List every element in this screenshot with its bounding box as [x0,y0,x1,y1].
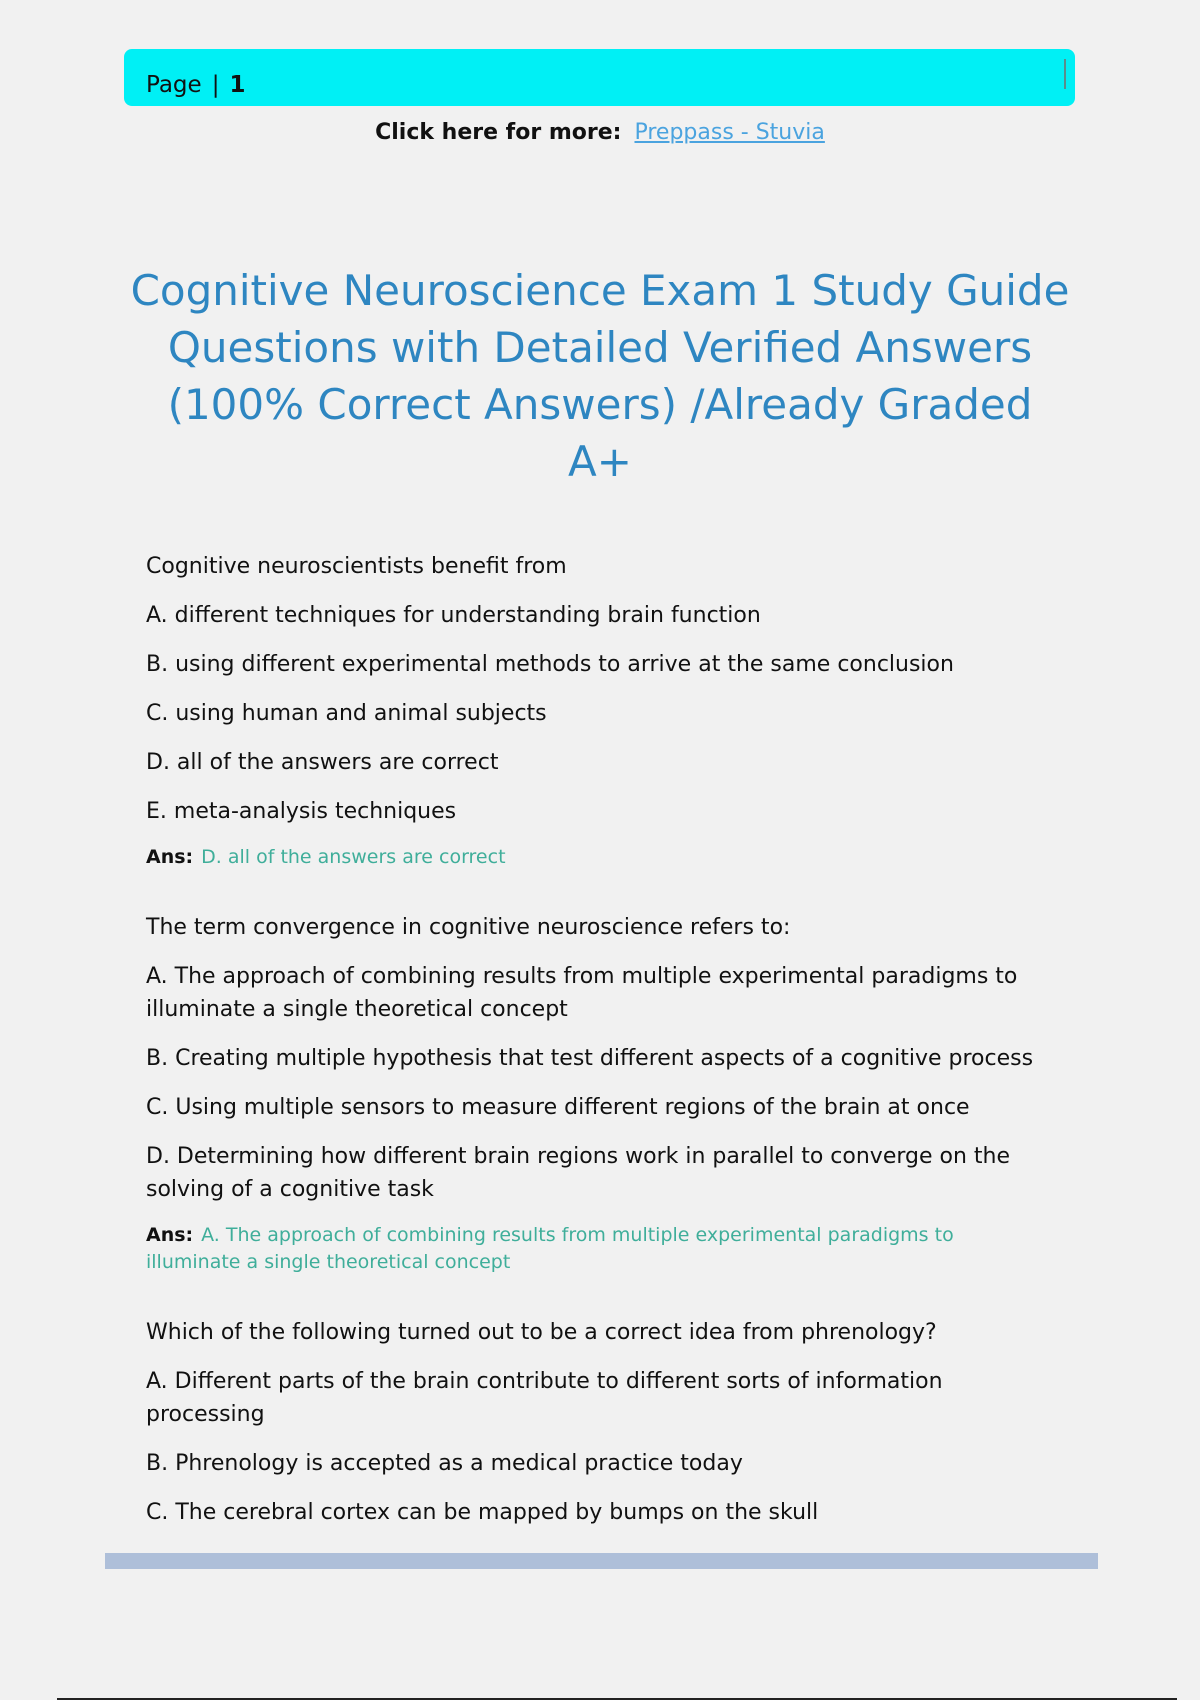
question-list [146,550,1046,1545]
answer-text: A. The approach of combining results from multiple experimental paradigms to illuminate a single theoretical concept [146,1224,954,1273]
more-line [0,120,1200,145]
option-d: D. Determining how different brain regions work in parallel to converge on the solving of a cognitive task [146,1144,1011,1202]
question-text: Which of the following turned out to be a correct idea from phrenology? [146,1320,937,1345]
option-b: B. using different experimental methods to arrive at the same conclusion [146,652,954,677]
question-text: The term convergence in cognitive neuroscience refers to: [146,915,791,940]
answer [146,1222,1046,1276]
option-c: C. Using multiple sensors to measure different regions of the brain at once [146,1095,970,1120]
footer-bar [105,1553,1098,1569]
document-title: Cognitive Neuroscience Exam 1 Study Guide Questions with Detailed Verified Answers (100% Correct Answers) /Already Graded A+ [130,266,1070,486]
page-header [124,49,1075,106]
answer-label: Ans: [146,846,194,868]
page-separator: | [211,71,220,98]
question-text: Cognitive neuroscientists benefit from [146,554,567,579]
question-2 [146,911,1046,1276]
more-link[interactable]: Preppass - Stuvia [634,120,825,145]
option-b: B. Phrenology is accepted as a medical practice today [146,1451,743,1476]
page-number: 1 [229,71,246,98]
option-a: A. different techniques for understanding brain function [146,603,761,628]
option-a: A. Different parts of the brain contribute to different sorts of information processing [146,1369,943,1427]
question-1 [146,550,1046,871]
option-d: D. all of the answers are correct [146,750,499,775]
question-3 [146,1316,1046,1529]
option-b: B. Creating multiple hypothesis that test different aspects of a cognitive process [146,1046,1034,1071]
answer [146,844,1046,871]
answer-label: Ans: [146,1224,194,1246]
header-divider [1064,59,1066,89]
page-label: Page [146,71,202,98]
option-e: E. meta-analysis techniques [146,799,457,824]
more-label: Click here for more: [375,120,622,145]
option-c: C. using human and animal subjects [146,701,547,726]
option-a: A. The approach of combining results from multiple experimental paradigms to illuminate a single theoretical concept [146,964,1018,1022]
option-c: C. The cerebral cortex can be mapped by bumps on the skull [146,1500,819,1525]
answer-text: D. all of the answers are correct [201,846,506,868]
